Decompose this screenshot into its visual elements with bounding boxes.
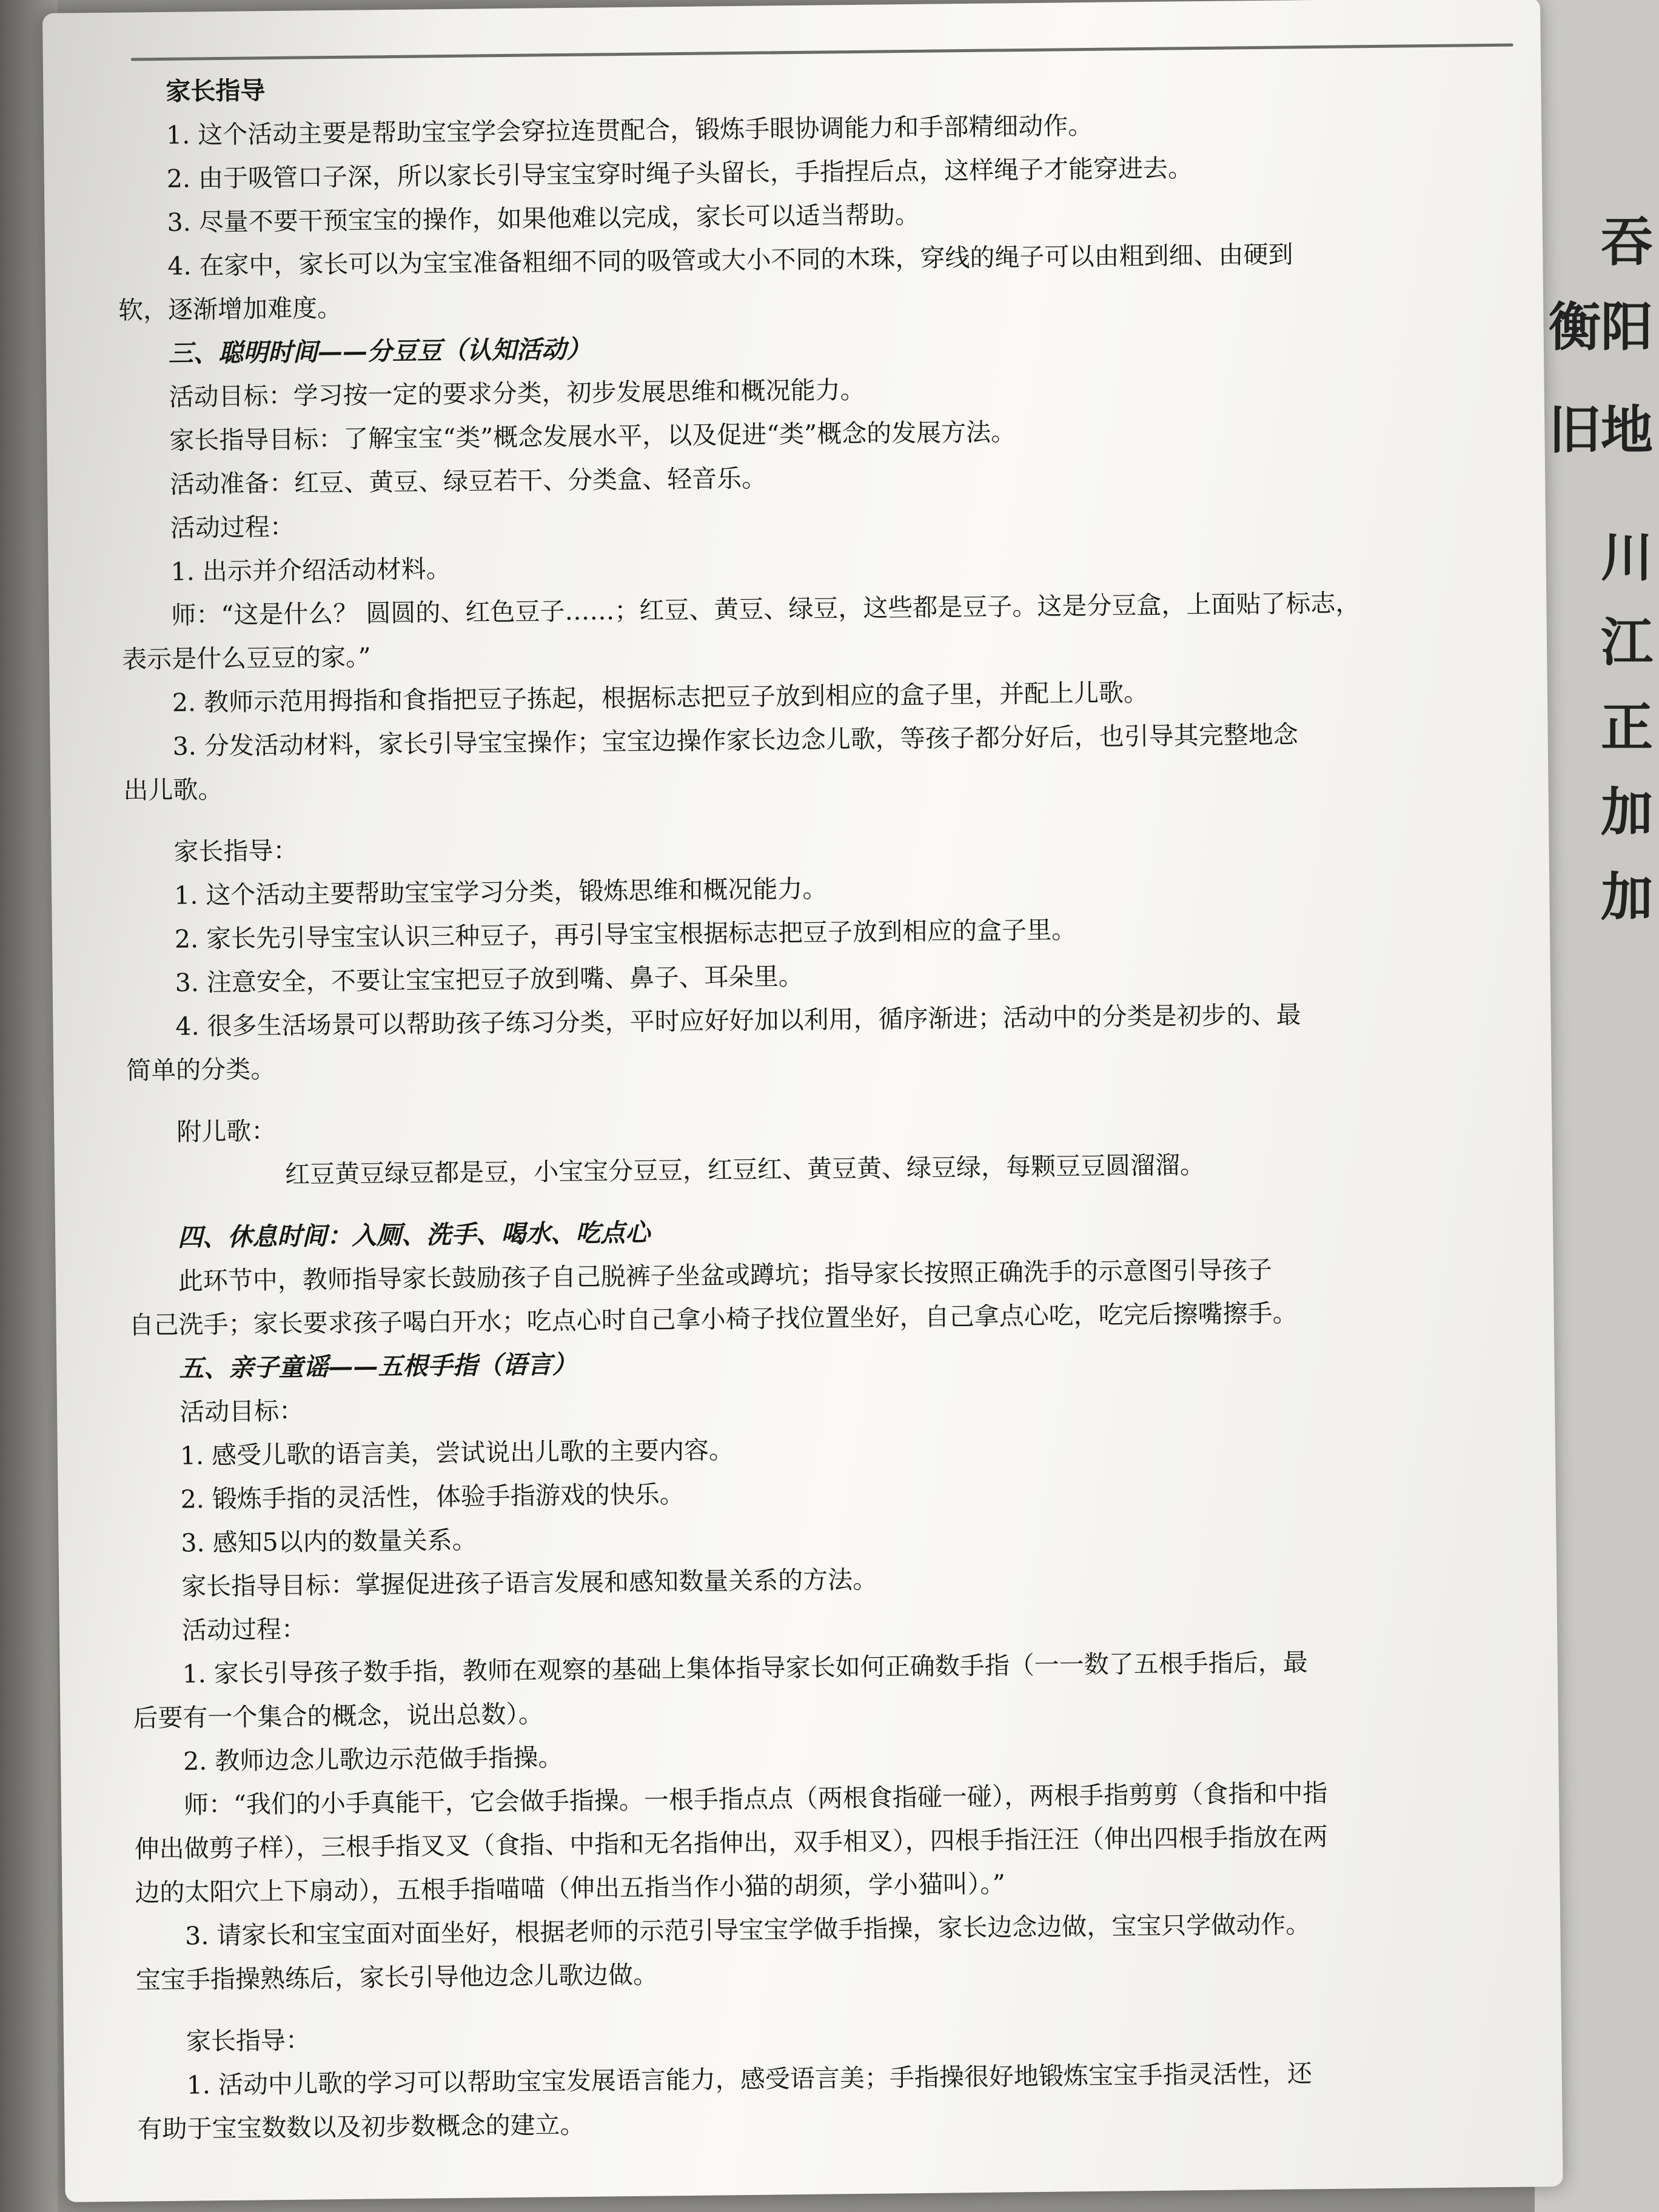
text-line: 3. 分发活动材料，家长引导宝宝操作；宝宝边操作家长边念儿歌，等孩子都分好后，也引导其完整地念	[172, 720, 1298, 761]
text-line: 软，逐渐增加难度。	[118, 293, 343, 325]
text-line: 家长指导目标：了解宝宝“类”概念发展水平，以及促进“类”概念的发展方法。	[169, 417, 1016, 455]
page-text	[116, 55, 1550, 2151]
text-line: 3. 请家长和宝宝面对面坐好，根据老师的示范引导宝宝学做手指操，家长边念边做，宝宝只学做动作。	[184, 1909, 1311, 1951]
text-line: 简单的分类。	[126, 1054, 276, 1085]
text-line: 2. 家长先引导宝宝认识三种豆子，再引导宝宝根据标志把豆子放到相应的盒子里。	[174, 915, 1077, 954]
handwriting-mark: 旧地	[1549, 400, 1653, 461]
text-line: 1. 这个活动主要帮助宝宝学习分类，锻炼思维和概况能力。	[173, 874, 828, 910]
text-line: 伸出做剪子样），三根手指叉叉（食指、中指和无名指伸出，双手相叉），四根手指汪汪（伸出四根手指放在两	[134, 1822, 1328, 1864]
text-line: 家长指导目标：掌握促进孩子语言发展和感知数量关系的方法。	[181, 1564, 878, 1601]
text-line: 1. 活动中儿歌的学习可以帮助宝宝发展语言能力，感受语言美；手指操很好地锻炼宝宝手指灵活性，还	[186, 2059, 1313, 2100]
text-line: 表示是什么豆豆的家。”	[121, 642, 371, 674]
handwriting-mark: 加	[1601, 866, 1653, 928]
text-line: 家长指导：	[186, 2025, 311, 2056]
text-line: 3. 感知5以内的数量关系。	[181, 1525, 477, 1558]
book-page	[42, 0, 1563, 2202]
text-line: 1. 出示并介绍活动材料。	[170, 554, 452, 586]
text-line: 家长指导	[166, 76, 266, 106]
text-line: 2. 教师边念儿歌边示范做手指操。	[183, 1743, 563, 1776]
handwriting-mark: 吞	[1601, 212, 1653, 273]
handwriting-mark: 江	[1601, 612, 1653, 673]
text-line: 附儿歌：	[176, 1116, 276, 1147]
text-line: 1. 感受儿歌的语言美，尝试说出儿歌的主要内容。	[179, 1435, 734, 1470]
text-line: 1. 这个活动主要是帮助宝宝学会穿拉连贯配合，锻炼手眼协调能力和手部精细动作。	[166, 110, 1093, 150]
text-line: 红豆黄豆绿豆都是豆，小宝宝分豆豆，红豆红、黄豆黄、绿豆绿，每颗豆豆圆溜溜。	[284, 1150, 1205, 1189]
text-line: 师：“这是什么？ 圆圆的、红色豆子……；红豆、黄豆、绿豆，这些都是豆子。这是分豆盒，上面贴了标志，	[171, 588, 1361, 630]
text-line: 有助于宝宝数数以及初步数概念的建立。	[137, 2110, 585, 2144]
text-line: 活动过程：	[170, 512, 295, 543]
handwriting-mark: 川	[1601, 527, 1653, 588]
text-line: 活动准备：红豆、黄豆、绿豆若干、分类盒、轻音乐。	[169, 463, 767, 499]
text-line: 3. 尽量不要干预宝宝的操作，如果他难以完成，家长可以适当帮助。	[167, 199, 920, 237]
text-line: 活动目标：学习按一定的要求分类，初步发展思维和概况能力。	[169, 375, 865, 412]
handwriting-mark: 加	[1601, 782, 1653, 843]
text-line: 1. 家长引导孩子数手指，教师在观察的基础上集体指导家长如何正确数手指（一一数了五根手指后，最	[182, 1647, 1308, 1689]
handwriting-mark: 衡阳	[1549, 297, 1653, 358]
handwriting-mark: 正	[1601, 697, 1653, 758]
text-line: 四、休息时间：入厕、洗手、喝水、吃点心	[177, 1218, 651, 1252]
text-line: 三、聪明时间——分豆豆（认知活动）	[168, 334, 592, 368]
text-line: 宝宝手指操熟练后，家长引导他边念儿歌边做。	[135, 1960, 659, 1995]
text-line: 师：“我们的小手真能干，它会做手指操。一根手指点点（两根食指碰一碰），两根手指剪剪（食指和中指	[183, 1778, 1328, 1820]
text-line: 4. 很多生活场景可以帮助孩子练习分类，平时应好好加以利用，循序渐进；活动中的分类是初步的、最	[175, 1000, 1301, 1041]
text-line: 4. 在家中，家长可以为宝宝准备粗细不同的吸管或大小不同的木珠，穿线的绳子可以由粗到细、由硬到	[167, 240, 1293, 281]
text-line: 2. 教师示范用拇指和食指把豆子拣起，根据标志把豆子放到相应的盒子里，并配上儿歌。	[172, 677, 1149, 717]
text-line: 2. 锻炼手指的灵活性，体验手指游戏的快乐。	[180, 1480, 685, 1514]
text-line: 此环节中，教师指导家长鼓励孩子自己脱裤子坐盆或蹲坑；指导家长按照正确洗手的示意图引导孩子	[178, 1255, 1273, 1296]
text-line: 2. 由于吸管口子深，所以家长引导宝宝穿时绳子头留长，手指捏后点，这样绳子才能穿进去。	[166, 153, 1193, 193]
text-line: 出儿歌。	[123, 774, 223, 805]
text-line: 后要有一个集合的概念，说出总数）。	[133, 1699, 544, 1733]
text-line: 活动目标：	[179, 1396, 304, 1427]
text-line: 家长指导：	[173, 836, 298, 866]
text-line: 活动过程：	[181, 1614, 307, 1645]
text-line: 五、亲子童谣——五根手指（语言）	[179, 1349, 577, 1383]
text-line: 3. 注意安全，不要让宝宝把豆子放到嘴、鼻子、耳朵里。	[175, 961, 804, 997]
text-line: 边的太阳穴上下扇动），五根手指喵喵（伸出五指当作小猫的胡须，学小猫叫）。”	[135, 1869, 1006, 1908]
text-line: 自己洗手；家长要求孩子喝白开水；吃点心时自己拿小椅子找位置坐好，自己拿点心吃，吃完后擦嘴擦手。	[129, 1298, 1298, 1340]
